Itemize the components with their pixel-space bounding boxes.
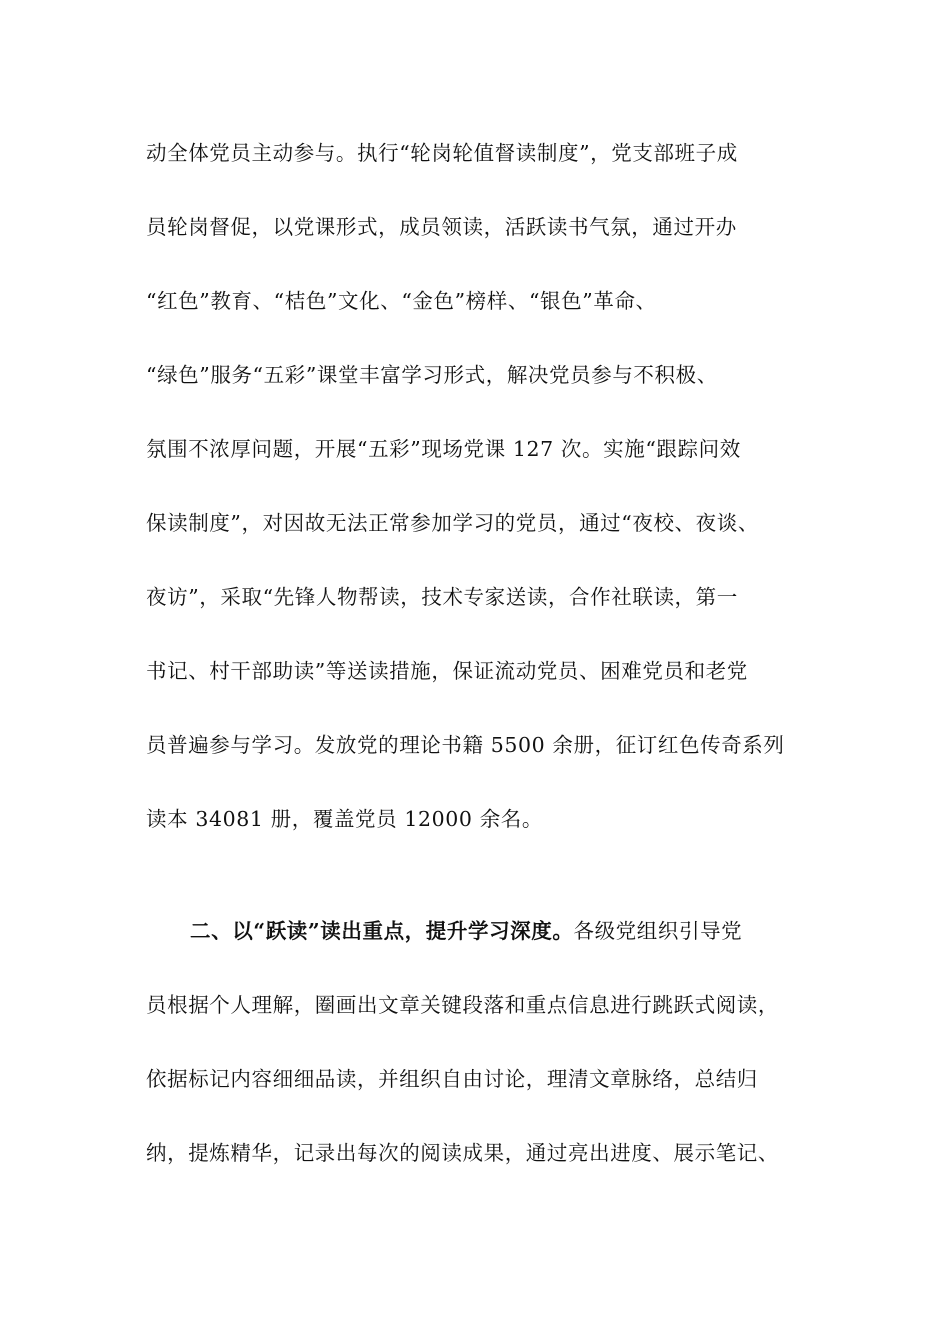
para2-heading: 二、以“跃读”读出重点，提升学习深度。 [190,919,574,943]
para1-line-5: 氛围不浓厚问题，开展“五彩”现场党课 127 次。实施“跟踪问效 [146,437,741,461]
para2-line-2: 员根据个人理解，圈画出文章关键段落和重点信息进行跳跃式阅读， [146,993,779,1017]
para1-line-7: 夜访”，采取“先锋人物帮读，技术专家送读，合作社联读，第一 [146,585,738,609]
para1-line-4: “绿色”服务“五彩”课堂丰富学习形式，解决党员参与不积极、 [146,363,718,387]
para2-first-line-rest: 各级党组织引导党 [573,919,743,943]
para1-line-8: 书记、村干部助读”等送读措施，保证流动党员、困难党员和老党 [146,659,748,683]
para1-line-2: 员轮岗督促，以党课形式，成员领读，活跃读书气氛，通过开办 [146,215,737,239]
para1-line-3: “红色”教育、“桔色”文化、“金色”榜样、“银色”革命、 [146,289,657,313]
para1-line-1: 动全体党员主动参与。执行“轮岗轮值督读制度”，党支部班子成 [146,141,738,165]
para2-line-3: 依据标记内容细细品读，并组织自由讨论，理清文章脉络，总结归 [146,1067,758,1091]
para1-line-6: 保读制度”，对因故无法正常参加学习的党员，通过“夜校、夜谈、 [146,511,759,535]
para1-line-9: 员普遍参与学习。发放党的理论书籍 5500 余册，征订红色传奇系列 [146,733,785,757]
para2-first-line [190,916,850,946]
para1-line-10: 读本 34081 册，覆盖党员 12000 余名。 [146,807,543,831]
para2-line-4: 纳，提炼精华，记录出每次的阅读成果，通过亮出进度、展示笔记、 [146,1141,779,1165]
